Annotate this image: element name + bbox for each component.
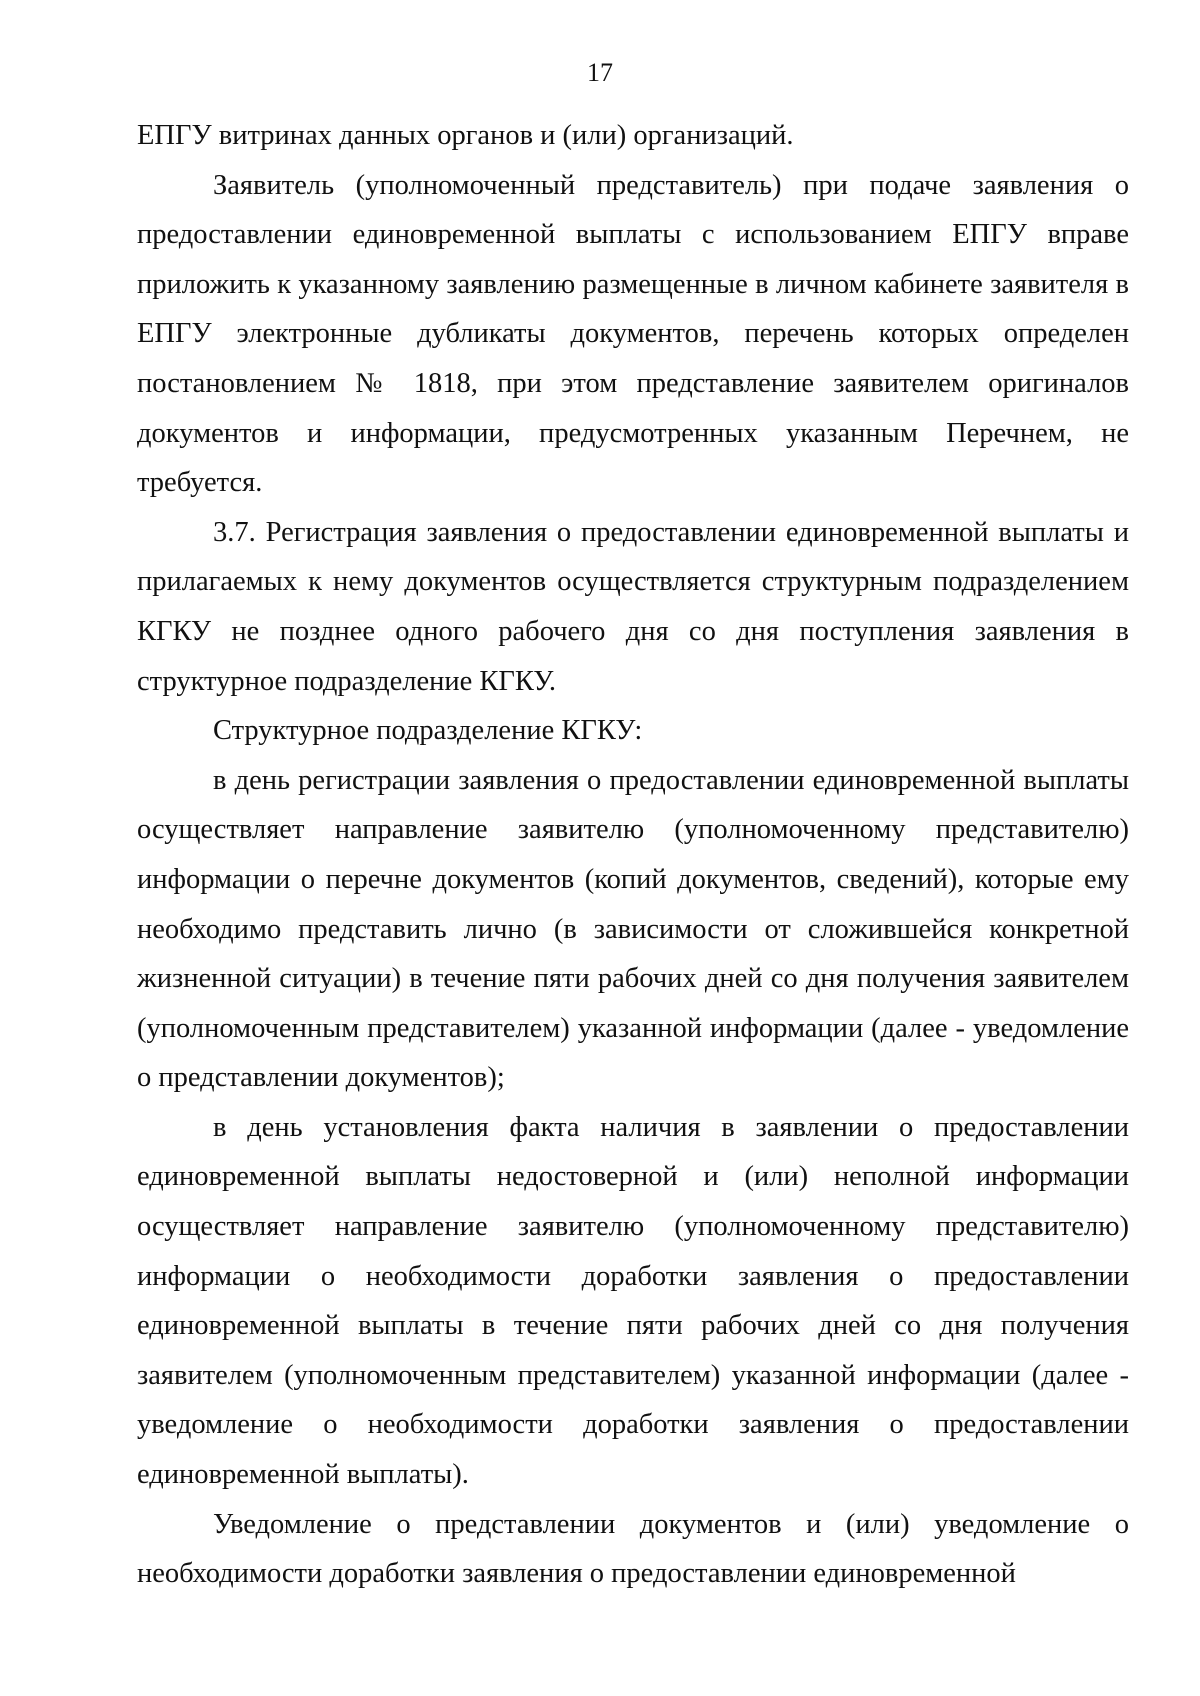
paragraph-applicant-attachments: Заявитель (уполномоченный представитель) при подаче заявления о предоставлении единовременной выплаты с использованием ЕПГУ вправе приложить к указанному заявлению размещенные в личном кабинете заявителя в ЕПГУ электронные дубликаты документов, перечень которых определен постановлением № 1818, при этом представление заявителем оригиналов документов и информации, предусмотренных указанным Перечнем, не требуется. (137, 169, 1129, 499)
paragraph-notifications: Уведомление о представлении документов и (или) уведомление о необходимости доработки заявления о предоставлении единовременной (137, 1508, 1129, 1590)
paragraph-notice-documents: в день регистрации заявления о предоставлении единовременной выплаты осуществляет направление заявителю (уполномоченному представителю) информации о перечне документов (копий документов, сведений), которые ему необходимо представить лично (в зависимости от сложившейся конкретной жизненной ситуации) в течение пяти рабочих дней со дня получения заявителем (уполномоченным представителем) указанной информации (далее - уведомление о представлении документов); (137, 764, 1129, 1094)
paragraph-3-7-registration: 3.7. Регистрация заявления о предоставлении единовременной выплаты и прилагаемых к нему документов осуществляется структурным подразделением КГКУ не позднее одного рабочего дня со дня поступления заявления в структурное подразделение КГКУ. (137, 516, 1129, 697)
paragraph-notice-revision: в день установления факта наличия в заявлении о предоставлении единовременной выплаты недостоверной и (или) неполной информации осуществляет направление заявителю (уполномоченному представителю) информации о необходимости доработки заявления о предоставлении единовременной выплаты в течение пяти рабочих дней со дня получения заявителем (уполномоченным представителем) указанной информации (далее - уведомление о необходимости доработки заявления о предоставлении единовременной выплаты). (137, 1111, 1129, 1491)
page-number: 17 (587, 58, 613, 87)
paragraph-continuation: ЕПГУ витринах данных органов и (или) организаций. (137, 120, 794, 151)
paragraph-structural-unit-heading: Структурное подразделение КГКУ: (213, 715, 643, 747)
document-body (137, 111, 1129, 1599)
